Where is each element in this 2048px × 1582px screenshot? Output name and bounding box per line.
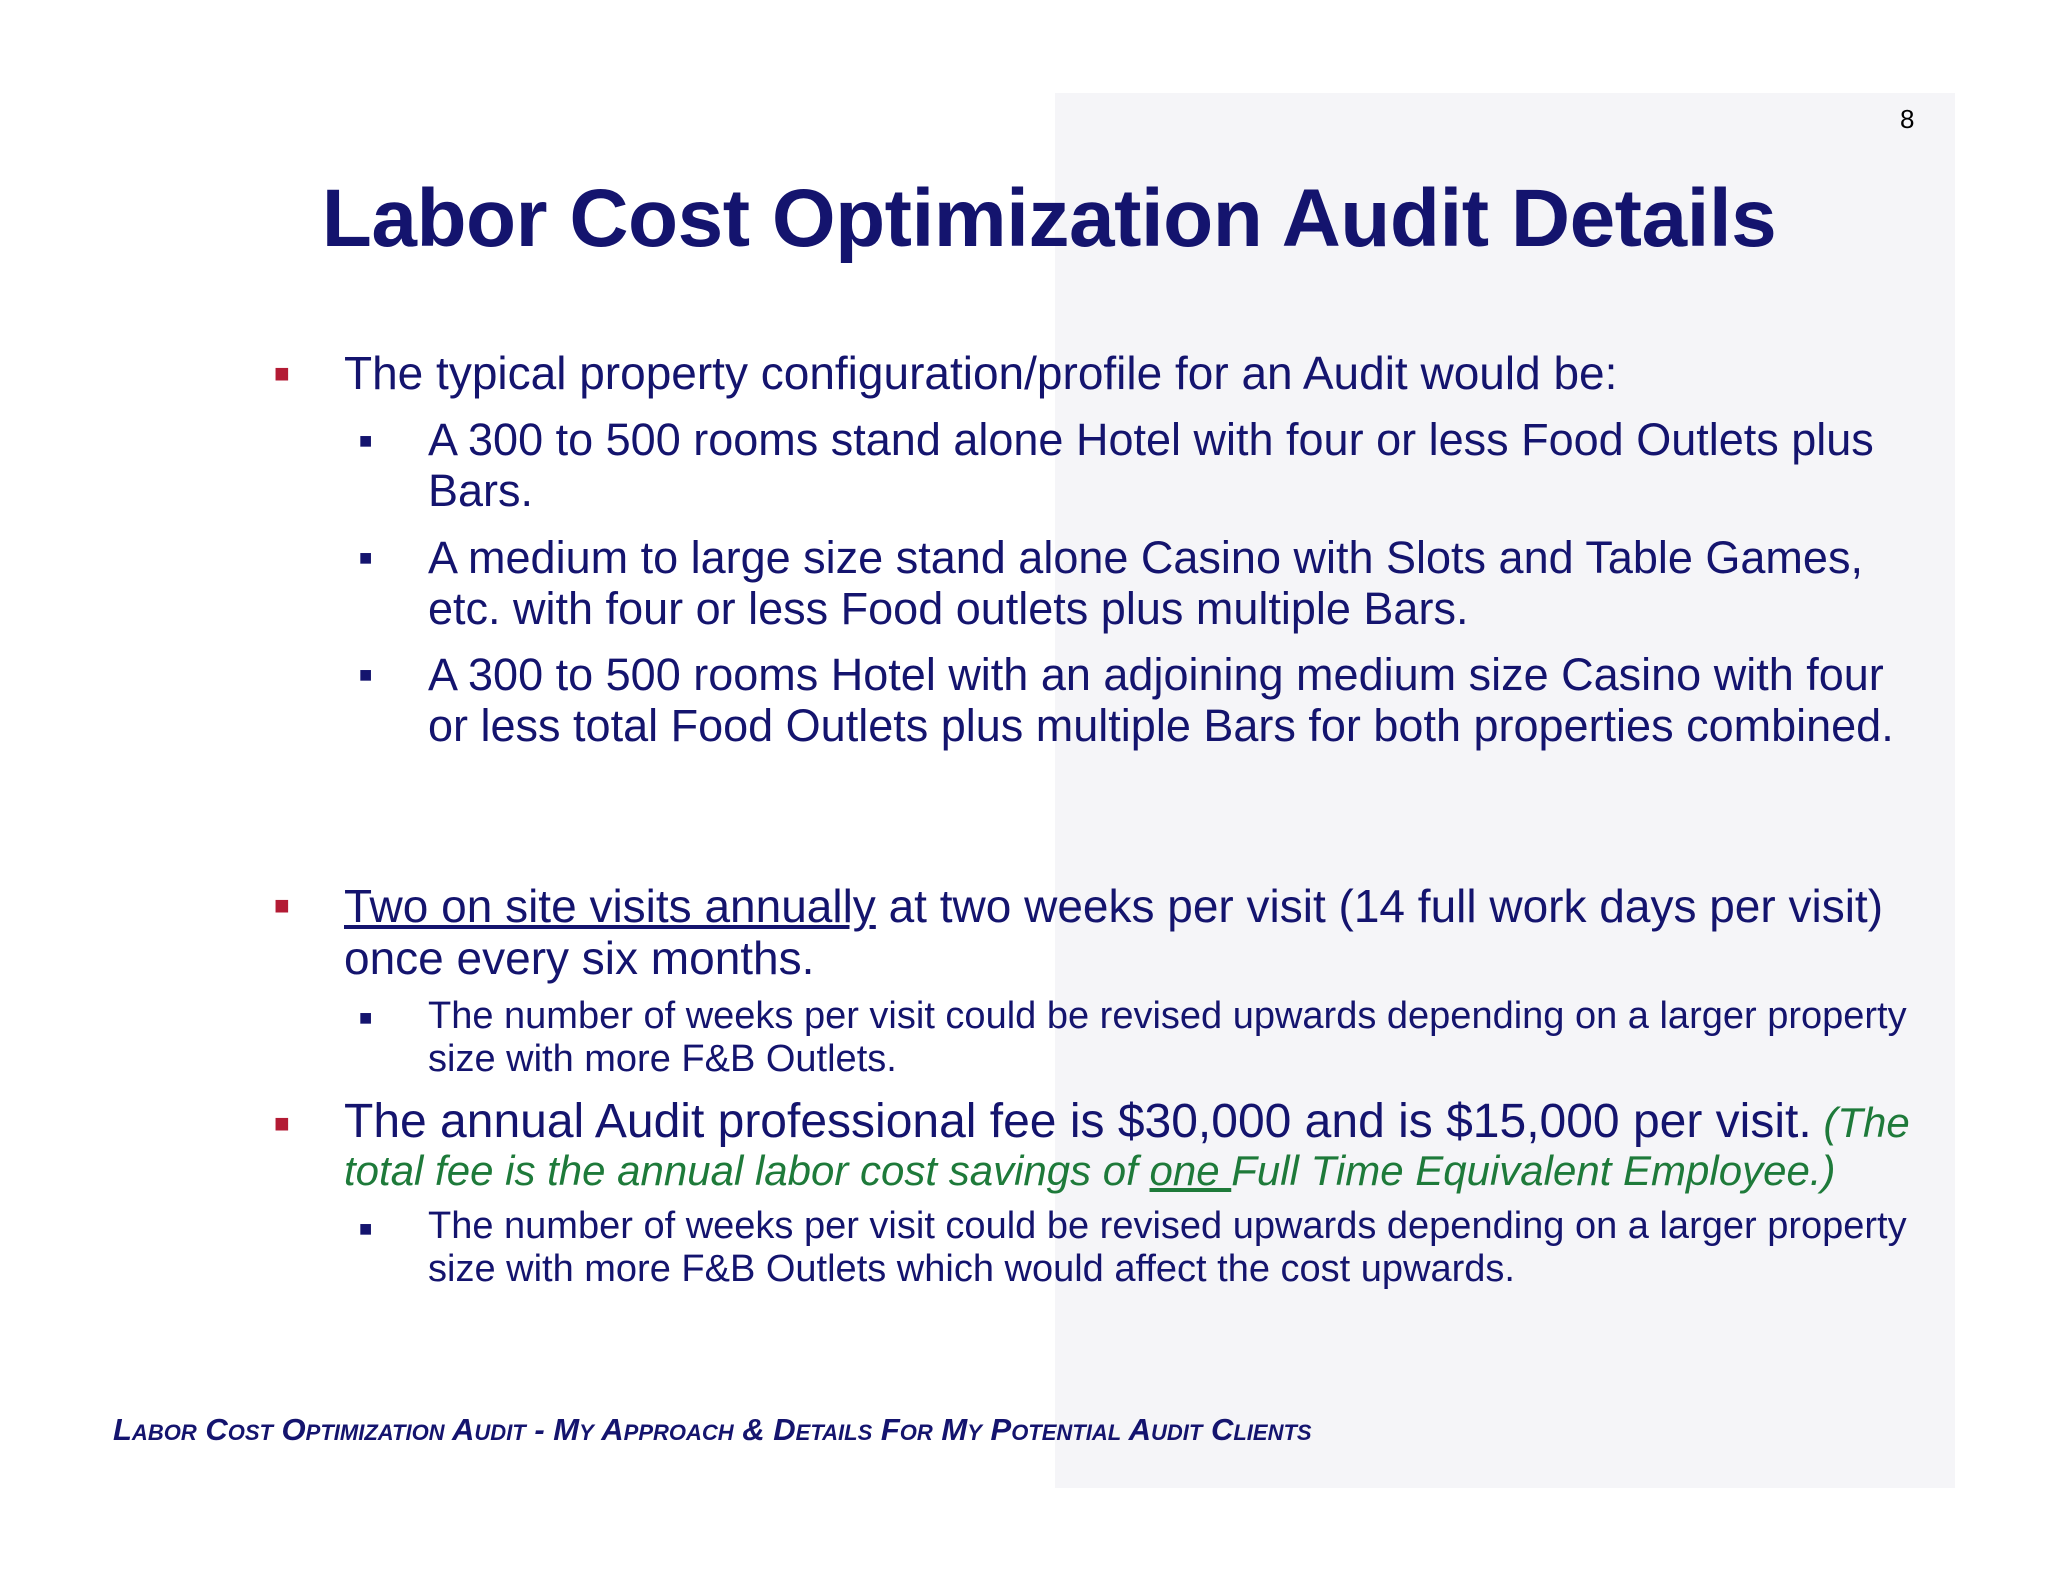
- sub-bullet-icon: ■: [359, 1005, 373, 1030]
- bullet-3-note-before: (The total fee is the annual labor cost savings of: [344, 1099, 1910, 1194]
- square-bullet-icon: ■: [274, 1108, 290, 1138]
- sub-bullet-icon: ■: [359, 545, 373, 570]
- slide-title: [0, 172, 2048, 266]
- bullet-3-note-underlined: one: [1149, 1147, 1232, 1194]
- bullet-1-sub-2: A medium to large size stand alone Casino with Slots and Table Games, etc. with four or less Food outlets plus multiple Bars.: [428, 532, 1863, 634]
- bullet-1-text: The typical property configuration/profile for an Audit would be:: [344, 347, 1618, 399]
- bullet-3-main: The annual Audit professional fee is $30,000 and is $15,000 per visit.: [344, 1095, 1812, 1148]
- bullet-3-text: [344, 1095, 1944, 1194]
- page-number: 8: [1900, 104, 1915, 134]
- footer-text: Labor Cost Optimization Audit - My Approach & Details For My Potential Audit Clients: [113, 1412, 1312, 1447]
- square-bullet-icon: ■: [274, 358, 290, 388]
- bullet-2-rest: at two weeks per visit (14 full work days per visit) once every six months.: [344, 880, 1884, 984]
- bullet-2-text: [344, 880, 1944, 984]
- square-bullet-icon: ■: [274, 890, 290, 920]
- bullet-1-sub-1: A 300 to 500 rooms stand alone Hotel with four or less Food Outlets plus Bars.: [428, 414, 1874, 516]
- bullet-1-sub-3: A 300 to 500 rooms Hotel with an adjoining medium size Casino with four or less total Food Outlets plus multiple Bars for both properties combined.: [428, 649, 1894, 751]
- sub-bullet-icon: ■: [359, 662, 373, 687]
- sub-bullet-icon: ■: [359, 428, 373, 453]
- bullet-3-sub-1: The number of weeks per visit could be revised upwards depending on a larger property size with more F&B Outlets which would affect the cost upwards.: [428, 1205, 1907, 1290]
- bullet-3-note-after: Full Time Equivalent Employee.): [1231, 1147, 1836, 1194]
- sub-bullet-icon: ■: [359, 1216, 373, 1241]
- bullet-2-underlined: Two on site visits annually: [344, 880, 876, 932]
- slide-title-text: Labor Cost Optimization Audit Details: [321, 173, 1777, 264]
- bullet-2-sub-1: The number of weeks per visit could be revised upwards depending on a larger property size with more F&B Outlets.: [428, 995, 1907, 1080]
